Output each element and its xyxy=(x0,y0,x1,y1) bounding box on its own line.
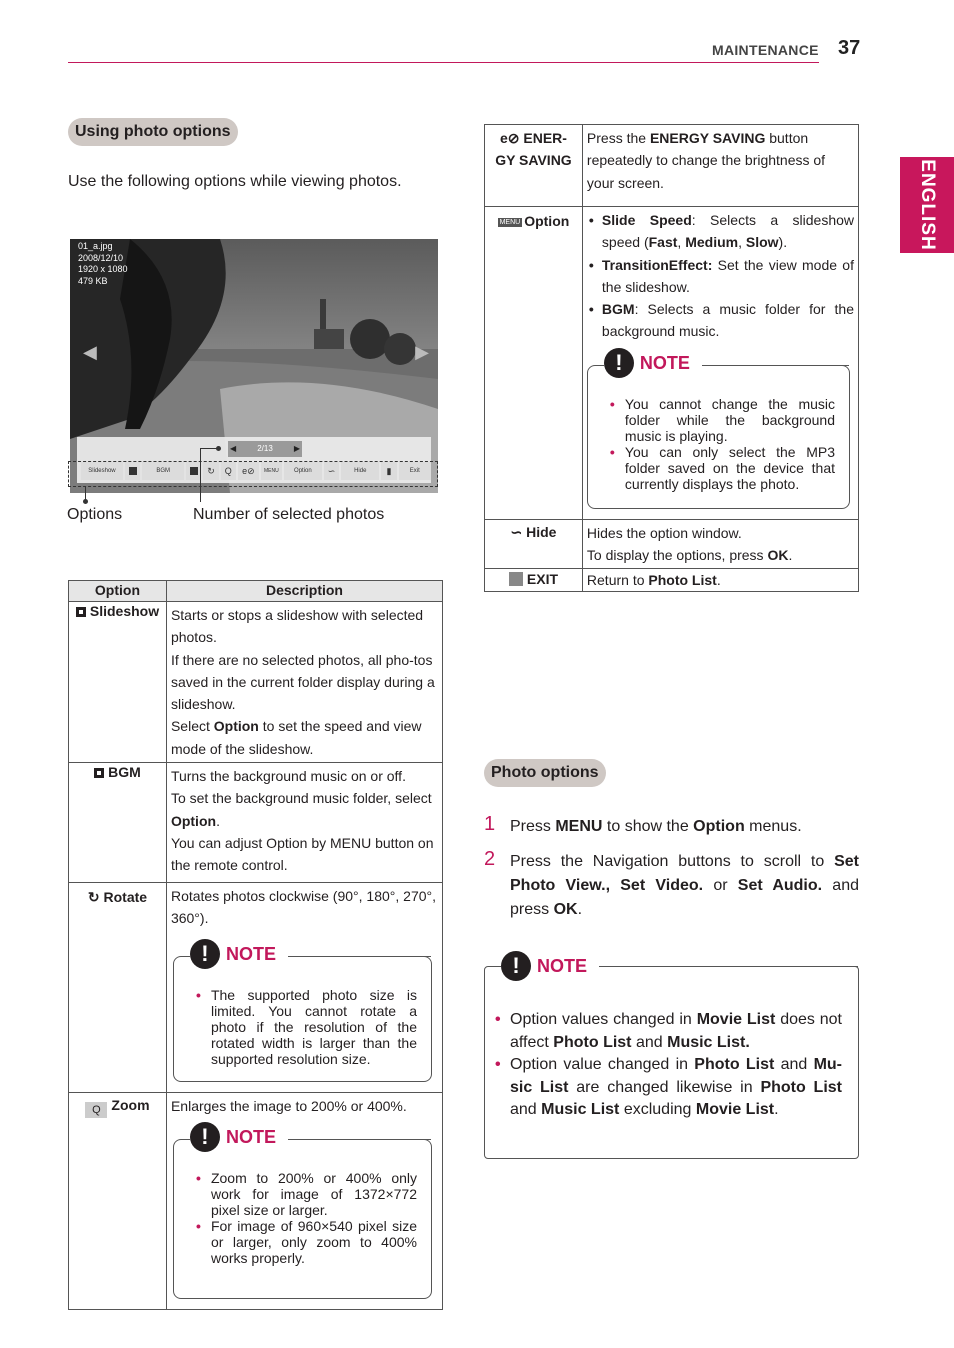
exit-icon-small xyxy=(509,572,523,586)
zoom-icon-small: Q xyxy=(85,1102,107,1118)
step-1: 1 Press MENU to show the Option menus. xyxy=(484,813,802,835)
exit-label: Exit xyxy=(409,468,420,474)
photo-metadata xyxy=(78,241,128,287)
table-row-slideshow xyxy=(69,602,443,763)
slideshow-icon-small xyxy=(76,607,86,617)
header-rule xyxy=(68,62,819,63)
selected-photos-caption: Number of selected photos xyxy=(193,506,385,523)
table-row-exit xyxy=(485,569,859,592)
options-table-continued xyxy=(484,124,859,592)
note-exclamation-icon: ! xyxy=(501,951,531,981)
page-prev-icon[interactable]: ◀ xyxy=(230,444,237,453)
note-exclamation-icon: ! xyxy=(190,939,220,969)
file-resolution: 1920 x 1080 xyxy=(78,264,128,274)
option-name: Option xyxy=(524,213,570,229)
bgm-name: BGM xyxy=(108,764,141,781)
note-title: NOTE xyxy=(537,955,588,976)
intro-text: Use the following options while viewing photos. xyxy=(68,173,402,190)
bgm-desc-3: You can adjust Option by MENU button on the remote control. xyxy=(170,834,434,874)
bgm-desc-2: To set the background music folder, select Option. xyxy=(170,790,432,829)
file-size: 479 KB xyxy=(78,275,108,286)
page-next-icon[interactable]: ▶ xyxy=(293,444,300,453)
photo-viewer-screen xyxy=(70,239,438,493)
note-exclamation-icon: ! xyxy=(604,348,634,378)
rotate-note xyxy=(173,940,432,1082)
file-date: 2008/12/10 xyxy=(78,252,124,263)
photo-options-note-item-2: • Option value changed in Photo List and Mu-sic List are changed likewise in Photo List and Music List excluding Movie List. xyxy=(495,1054,842,1122)
exit-desc: Return to Photo List. xyxy=(586,572,721,589)
photo-options-note-item-1: • Option values changed in Movie List does not affect Photo List and Music List. xyxy=(495,1009,842,1054)
hide-desc-1: Hides the option window. xyxy=(586,524,742,541)
note-exclamation-icon: ! xyxy=(190,1122,220,1152)
options-highlight-box xyxy=(68,461,438,487)
rotate-icon-small: ↻ xyxy=(87,889,104,906)
zoom-desc: Enlarges the image to 200% or 400%. xyxy=(170,1097,407,1114)
note-title: NOTE xyxy=(225,943,276,964)
previous-arrow-icon[interactable]: ◀ xyxy=(83,342,97,362)
page-indicator-text: 2/13 xyxy=(257,444,273,453)
hide-label: Hide xyxy=(354,468,367,474)
option-bullet-slide-speed: • Slide Speed: Selects a slideshow speed (Fast, Medium, Slow). xyxy=(587,209,854,254)
file-name: 01_a.jpg xyxy=(78,241,113,251)
table-row-rotate xyxy=(69,883,443,1093)
zoom-name: Zoom xyxy=(111,1096,150,1113)
menu-tag-small: MENU xyxy=(263,468,279,474)
options-caption: Options xyxy=(67,506,123,523)
bgm-label: BGM xyxy=(156,468,170,474)
zoom-note-item-2: • For image of 960×540 pixel size or larger, only zoom to 400% works properly. xyxy=(196,1218,417,1266)
energy-name-2: GY SAVING xyxy=(495,152,572,168)
photo-options-note xyxy=(484,953,859,1159)
note-title: NOTE xyxy=(225,1126,276,1147)
note-title: NOTE xyxy=(639,352,690,373)
next-arrow-icon[interactable]: ▶ xyxy=(415,342,429,362)
page-number: 37 xyxy=(838,37,861,59)
exit-icon[interactable]: ▮ xyxy=(381,462,396,480)
bgm-desc-1: Turns the background music on or off. xyxy=(170,768,406,785)
hide-desc-2: To display the options, press OK. xyxy=(586,547,793,564)
slideshow-name: Slideshow xyxy=(89,603,160,619)
language-label: ENGLISH xyxy=(917,159,938,251)
energy-saving-icon[interactable]: e⊘ xyxy=(238,462,259,480)
option-bullet-bgm: • BGM: Selects a music folder for the background music. xyxy=(587,298,854,343)
rotate-desc: Rotates photos clockwise (90°, 180°, 270°, 360°). xyxy=(170,888,437,927)
page-indicator xyxy=(228,441,302,457)
table-header-description: Description xyxy=(166,581,442,602)
slideshow-desc-3: Select Option to set the speed and view mode of the slideshow. xyxy=(170,718,422,757)
options-table xyxy=(68,580,443,1310)
zoom-note xyxy=(173,1123,432,1299)
table-row-zoom xyxy=(69,1092,443,1309)
table-row-hide xyxy=(485,519,859,569)
zoom-icon[interactable]: Q xyxy=(221,462,236,480)
rotate-icon[interactable]: ↻ xyxy=(203,462,218,480)
option-label: Option xyxy=(294,468,312,474)
energy-desc: Press the ENERGY SAVING button repeatedly to change the brightness of your screen. xyxy=(586,130,826,191)
option-note-item-2: • You can only select the MP3 folder saved on the device that currently displays the photo. xyxy=(610,444,835,492)
section-header: MAINTENANCE xyxy=(712,42,819,58)
language-tab xyxy=(900,157,954,253)
option-note-item-1: • You cannot change the music folder while the background music is playing. xyxy=(610,396,835,444)
hide-name: Hide xyxy=(526,523,557,540)
step-2-number: 2 xyxy=(484,848,496,870)
section-title-using-photo-options: Using photo options xyxy=(68,118,238,146)
selected-callout-line xyxy=(200,448,201,502)
option-bullet-transition: • TransitionEffect: Set the view mode of the slideshow. xyxy=(587,254,854,299)
slideshow-label: Slideshow xyxy=(88,468,116,474)
menu-icon-small: MENU xyxy=(499,219,521,226)
section-title-photo-options: Photo options xyxy=(484,759,606,787)
selected-callout-dot xyxy=(216,446,221,451)
step-1-number: 1 xyxy=(484,813,496,835)
energy-name-1: e⊘ ENER- xyxy=(499,130,567,146)
table-row-bgm xyxy=(69,763,443,883)
table-header-option: Option xyxy=(69,581,167,602)
exit-name: EXIT xyxy=(526,571,559,588)
zoom-note-item-1: • Zoom to 200% or 400% only work for image of 1372×772 pixel size or larger. xyxy=(196,1170,417,1218)
rotate-note-item: • The supported photo size is limited. You cannot rotate a photo if the resolution of the rotated width is larger than the supported resolution size. xyxy=(196,987,417,1067)
step-2: 2 Press the Navigation buttons to scroll to Set Photo View., Set Video. or Set Audio. and press OK. xyxy=(484,848,859,918)
bgm-icon-small xyxy=(94,768,104,778)
rotate-name: Rotate xyxy=(103,889,148,906)
hide-icon-small: ∽ xyxy=(510,523,527,540)
energy-saving-icon-small: e⊘ xyxy=(499,130,524,146)
table-row-option xyxy=(485,207,859,520)
slideshow-desc-1: Starts or stops a slideshow with selected photos. xyxy=(170,607,424,646)
options-callout-dot xyxy=(83,499,88,504)
hide-icon[interactable]: ∽ xyxy=(324,462,339,480)
slideshow-desc-2: If there are no selected photos, all pho-tos saved in the current folder display during a slideshow. xyxy=(170,651,435,713)
option-note xyxy=(587,349,850,509)
table-row-energy-saving xyxy=(485,125,859,207)
